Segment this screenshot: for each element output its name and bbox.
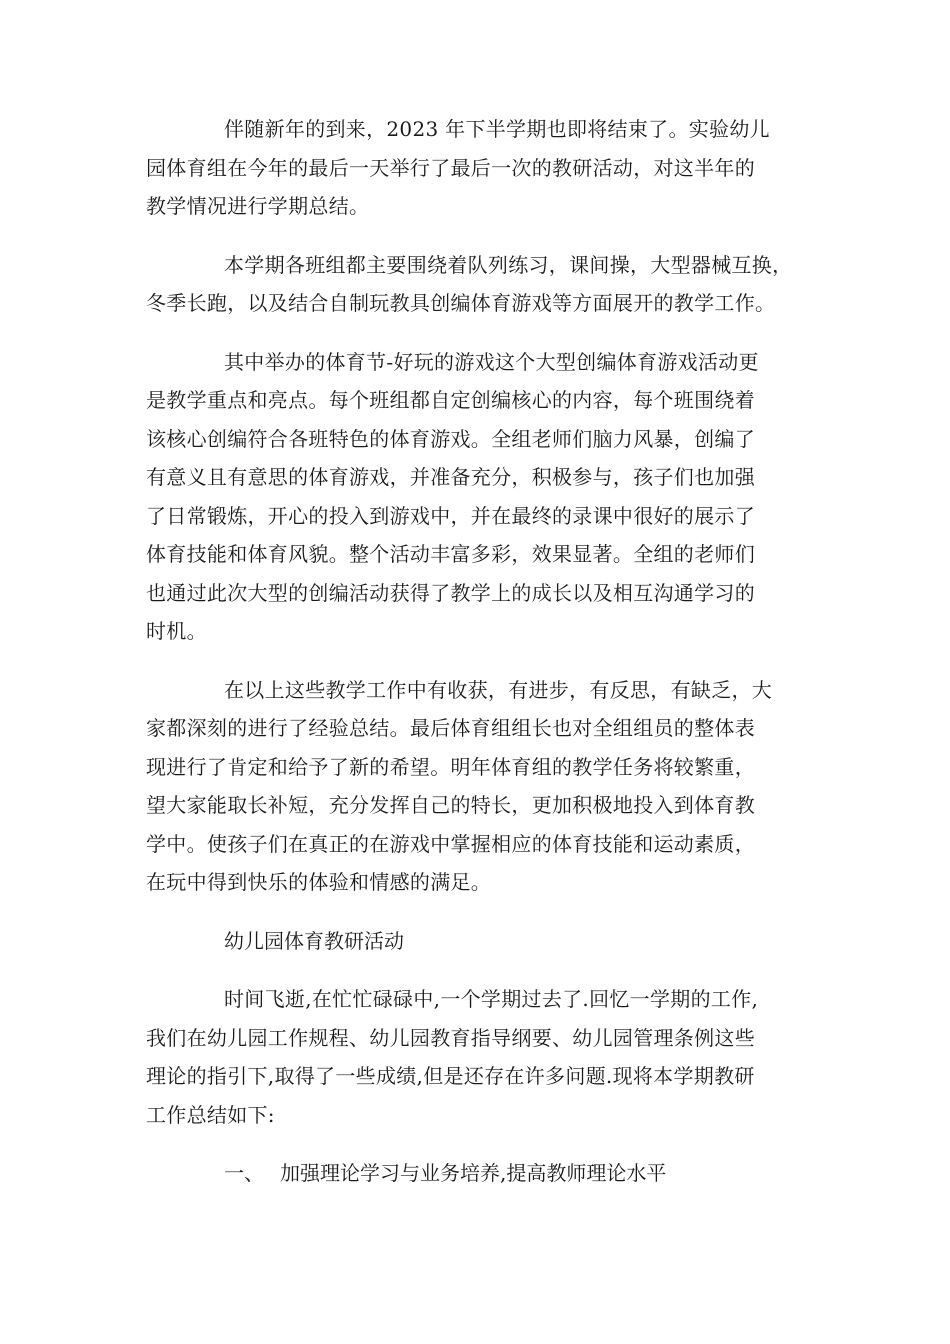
paragraph-gap <box>146 651 806 671</box>
text-line: 有意义且有意思的体育游戏，并准备充分，积极参与，孩子们也加强 <box>146 465 755 489</box>
paragraph-4 <box>146 671 806 902</box>
text-line: 体育技能和体育风貌。整个活动丰富多彩，效果显著。全组的老师们 <box>146 542 755 566</box>
paragraph-2 <box>146 246 806 323</box>
document-page <box>146 110 806 1193</box>
text-line: 工作总结如下: <box>146 1102 275 1127</box>
text-line: 在以上这些教学工作中有收获，有进步，有反思，有缺乏，大 <box>224 677 773 702</box>
text-line: 了日常锻炼，开心的投入到游戏中，并在最终的录课中很好的展示了 <box>146 503 755 528</box>
paragraph-gap <box>146 960 806 980</box>
text-line: 理论的指引下,取得了一些成绩,但是还存在许多问题.现将本学期教研 <box>146 1064 755 1088</box>
text-line: 园体育组在今年的最后一天举行了最后一次的教研活动，对这半年的 <box>146 155 755 180</box>
intro-paragraph <box>146 980 806 1134</box>
paragraph-gap <box>146 323 806 343</box>
text-line: 时机。 <box>146 619 207 643</box>
text-line: 是教学重点和亮点。每个班组都自定创编核心的内容，每个班围绕着 <box>146 388 755 412</box>
text-line: 本学期各班组都主要围绕着队列练习，课间操，大型器械互换， <box>224 252 793 277</box>
item-number: 一、 <box>224 1161 264 1185</box>
text-line: 现进行了肯定和给予了新的希望。明年体育组的教学任务将较繁重， <box>146 754 755 779</box>
text-line: 家都深刻的进行了经验总结。最后体育组组长也对全组组员的整体表 <box>146 716 755 740</box>
section-title: 幼儿园体育教研活动 <box>224 928 404 953</box>
numbered-item-1 <box>146 1154 806 1193</box>
paragraph-1 <box>146 110 806 226</box>
paragraph-3 <box>146 343 806 651</box>
text-line: 教学情况进行学期总结。 <box>146 194 370 218</box>
item-text: 加强理论学习与业务培养,提高教师理论水平 <box>280 1161 667 1185</box>
text-line: 时间飞逝,在忙忙碌碌中,一个学期过去了.回忆一学期的工作, <box>224 987 759 1011</box>
text-line: 其中举办的体育节-好玩的游戏这个大型创编体育游戏活动更 <box>224 349 759 374</box>
paragraph-gap <box>146 1134 806 1154</box>
paragraph-gap <box>146 902 806 922</box>
text-line: 该核心创编符合各班特色的体育游戏。全组老师们脑力风暴，创编了 <box>146 426 755 451</box>
text-line: 伴随新年的到来，2023 年下半学期也即将结束了。实验幼儿 <box>224 117 770 141</box>
text-line: 学中。使孩子们在真正的在游戏中掌握相应的体育技能和运动素质， <box>146 831 755 856</box>
text-line: 望大家能取长补短，充分发挥自己的特长，更加积极地投入到体育教 <box>146 793 755 817</box>
text-line: 冬季长跑，以及结合自制玩教具创编体育游戏等方面展开的教学工作。 <box>146 291 776 315</box>
text-line: 我们在幼儿园工作规程、幼儿园教育指导纲要、幼儿园管理条例这些 <box>146 1025 755 1050</box>
text-line: 也通过此次大型的创编活动获得了教学上的成长以及相互沟通学习的 <box>146 580 755 605</box>
paragraph-gap <box>146 226 806 246</box>
text-line: 在玩中得到快乐的体验和情感的满足。 <box>146 870 492 894</box>
